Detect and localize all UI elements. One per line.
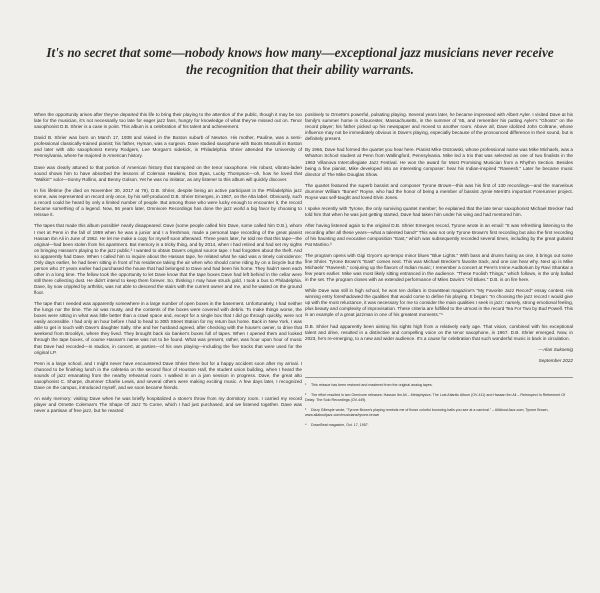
paragraph: An early memory: visiting Dave when he was briefly hospitalized a stone's throw from my dormitory room. I carried my record player and Ornette Coleman's The Shape Of Jazz To Come, which I had just purchased, and we listened together. Dave was never a partisan of free jazz, but he reacted [34,396,302,414]
paragraph: The program opens with Gigi Gryce's up-tempo minor blues "Blue Lights." With bass and drums fusing as one, it brings out some fine Shrier. Tyrone Brown's "East" comes next. This was Michael Brecker's favorite track, and one can hear why. Next up is Mike Michaels' "Raveesh," conjuring up the flavors of Indian music; I remember a concert at Penn's Irvine Auditorium by Ravi Shankar a few years earlier. Mike was most likely sitting entranced in the audience. "These Foolish Things," which follows, is the only ballad in the set. The program closes with an extended performance of Miles Davis's "All Blues." D.B. is on fire here. [305,252,573,283]
paragraph: When the opportunity arises after they've departed this life to bring their playing to the attention of the public, though it may be too late for the musician, it's not necessarily too late for eager jazz fans, hungry for knowledge of what they've missed out on. Tenor saxophonist D.B. Shrier is a case in point. This album is a celebration of his talent and achievement. [34,112,302,130]
footnotes [305,383,573,428]
paragraph: By 1966, Dave had formed the quartet you hear here. Pianist Mike Ostrowski, whose professional name was Mike Michaels, was a Wharton School student at Penn from Wallingford, Pennsylvania. Mike led a trio that was selected as one of two finalists in the 1963 Villanova Intercollegiate Jazz Festival. He won the award for Most Promising Musician from a Rhythm Section. Besides being a fine pianist, Mike developed into an interesting composer: hear his Indian-inspired "Raveesh." Later he became music director of The Mike Douglas Show. [305,147,573,177]
footnote [305,393,573,403]
paragraph: The quartet featured the superb bassist and composer Tyrone Brown—this was his first of 130 recordings—and the marvelous drummer William "Bones" Royse, who had the honor of being a member of bassist Jymie Merritt's important Forerunner project. Royse was self-taught and loved Elvin Jones. [305,182,573,200]
paragraph: After having listened again to the original D.B. Shrier Emerges record, Tyrone wrote in an email: "It was refreshing listening to the recording after all these years—what a talented band!" This was not only Tyrone Brown's first recording but also the first recording of his haunting and evocative composition "East," which was subsequently recorded several times, including by the great guitarist Pat Martino.³ [305,223,573,247]
footnote [305,423,573,428]
right-column [305,112,573,433]
paragraph: D.B. Shrier had apparently been aiming his sights high from a relatively early age. That vision, combined with his exceptional talent and drive, resulted in a distinctive and compelling voice on the tenor saxophone, in 1967. D.B. Shrier emerged. Now, in 2023, he's re-emerging, to a new and wider audience. It's a cause for celebration that such wonderful music is back in circulation. [305,323,573,341]
paragraph: positively to Ornette's powerful, pulsating playing. Several years later, he became impressed with Albert Ayler. I visited Dave at his family's summer home in Gloucester, Massachusetts, in the summer of '65, and remember his putting Ayler's "Ghosts" on the record player; his father picked up his newspaper and moved to another room. Above all, Dave idolized John Coltrane, whose influence may not be immediately obvious in Dave's playing, especially because of the pronounced difference in their sound, but is definitely present. [305,112,573,142]
paragraph: Penn is a large school, and I might never have encountered Dave Shrier there but for a happy accident soon after my arrival. I chanced to be finishing lunch in the cafeteria on the second floor of Houston Hall, the student union building, when I heard the sounds of jazz emanating from the nearby rehearsal room. I walked in on a jam session in progress. Dave, the great alto saxophonist C. Sharpe, drummer Charlie Lewis, and several others were making exciting music. A few days later, I recognized Dave on the campus, introduced myself, and we soon became friends. [34,360,302,390]
paragraph: David B. Shrier was born on March 17, 1938 and raised in the Boston suburb of Newton. His mother, Pauline, was a semi-professional classically-trained pianist; his father, Hyman, was a surgeon. Dave studied saxophone with Boots Mussulli in Boston and later with alto saxophonist Kenny Rodgers, Lee Morgan's sidekick, in Philadelphia. Shrier attended the University of Pennsylvania, where he majored in American history. [34,135,302,159]
footnote [305,383,573,388]
footnote-mark: ⁴ [305,422,307,427]
footnote-divider [305,377,573,378]
paragraph: While Dave was still in high school, he won ten dollars in DownBeat magazine's "My Favorite Jazz Record" essay contest. His winning entry foreshadowed the qualities that would come to define his playing. It began: "In choosing the jazz record I would give up with the most reluctance, it was necessary for me to consider the main qualities I seek in jazz: namely, strong emotional feeling, plus beauty and complexity of improvisation. These criteria are fulfilled to the utmost in the record Tea For Two by Bud Powell. This is an example of a great jazzman in one of his greatest moments."⁴ [305,288,573,318]
paragraph: I spoke recently with Tyrone, the only surviving quartet member; he explained that the late tenor saxophonist Michael Brecker had told him that when he was just getting started, Dave had taken him under his wing and had mentored him. [305,206,573,218]
signature [305,347,573,365]
footnote-mark: ² [305,392,307,397]
footnote-mark: ¹ [305,382,307,387]
footnote [305,408,573,418]
paragraph: The tapes that made this album possible¹ nearly disappeared. Dave (some people called him Dave, some called him D.B.), whom I met at Penn in the fall of 1959 when he was a junior and I a freshman, made a personal tape recording of the great pianist Hassan Ibn Ali in June of 1962. He let me make a copy for myself soon afterward. Three years later, he told me that this tape—the original—had been stolen from his apartment. But memory is a tricky thing, and by 2014, when I had retired and had set my sights on bringing Hassan's playing to the jazz public,² I wanted to obtain Dave's original source tape. I had forgotten about the theft. And so apparently had Dave. When I called him to inquire about the Hassan tape, he related what he said was a timely coincidence: Only days earlier, he had been sitting in front of his residence taking the air when who should come riding by on a bicycle but the person who 27 years earlier had purchased the house that had belonged to Dave and had been his home. They hadn't seen each other in a long time. The fellow took the opportunity to let Dave know that the tape boxes Dave had left behind in the cellar were still there collecting dust. He didn't intend to keep them forever. So, thinking I may have struck gold, I took a bus to Philadelphia. Dave, by now crippled by arthritis, was not able to descend the stairs with the current owner and me, and he waited on the ground floor. [34,223,302,295]
footnote-text: Dizzy Gillespie wrote, "Tyrone Brown's playing reminds me of those colorful bouncing balls you see at a carnival." – AllAboutJazz.com; Tyrone Brown, www.allaboutjazz.com/musicians/tyrone-brown [305,407,549,417]
paragraph: In his lifetime (he died on November 30, 2017 at 79), D.B. Shrier, despite being an active participant in the Philadelphia jazz scene, was represented on record only once, by his self-produced D.B. Shrier Emerges, in 1967, on the Alta label. Obviously, such a record could be heard by only a limited number of people. But among those who were lucky enough to encounter it, the record became something of a legend. Now, 56 years later, Omnivore Recordings has done the jazz world a big favor by choosing to reissue it. [34,188,302,218]
paragraph: Dave was clearly attuned to that portion of American history that transpired on the tenor saxophone. His robust, vibrato-laden sound shows him to have absorbed the lessons of Coleman Hawkins, Don Byas, Lucky Thompson—oh, how he loved that "Walkin'" solo!—Sonny Rollins, and Benny Golson. Yet he was no imitator, as any listener to this album will quickly discover. [34,164,302,182]
footnote-text: The effort resulted in two Omnivore releases: Hassan Ibn Ali – Metaphysics: The Lost Atlantic Album (OV-411) and Hassan Ibn Ali – Retrospect In Retirement Of Delay: The Solo Recordings (OV-449). [305,392,566,402]
headline: It's no secret that some—nobody knows how many—exceptional jazz musicians never receive the recognition that their ability warrants. [46,45,554,77]
signature-date: September 2022 [538,358,573,364]
signature-author: —Alan Sukoenig [538,347,573,352]
footnote-text: DownBeat magazine, Oct. 17, 1957. [311,422,369,427]
footnote-mark: ³ [305,407,307,412]
left-column [34,112,302,420]
footnote-text: This reissue has been restored and mastered from the original analog tapes. [311,382,433,387]
paragraph: The tape that I needed was apparently somewhere in a large number of open boxes in the basement. Unfortunately, I had neither the lungs nor the time. The air was musty, and the contents of the boxes were covered with debris. To make things worse, the boxes were sitting in what was little better than a crawl space and, except for a single box that I did go through quickly, were not easily accessible. I had only an hour before I had to head to 30th Street Station for my return bus home. Back in New York, I was able to get in touch with Dave's daughter Sally. She and her husband agreed, after checking with the house's owner, to drive that weekend from Brooklyn, where they lived. They brought back six banker's boxes full of tapes. When I opened them and looked through the tape boxes, of course Hassan's name was not to be found. What was present, rather, was hour upon hour of music that Dave had recorded—in studios, in concert, at parties—of his own playing—including the five tracks that were used for the original LP. [34,301,302,355]
